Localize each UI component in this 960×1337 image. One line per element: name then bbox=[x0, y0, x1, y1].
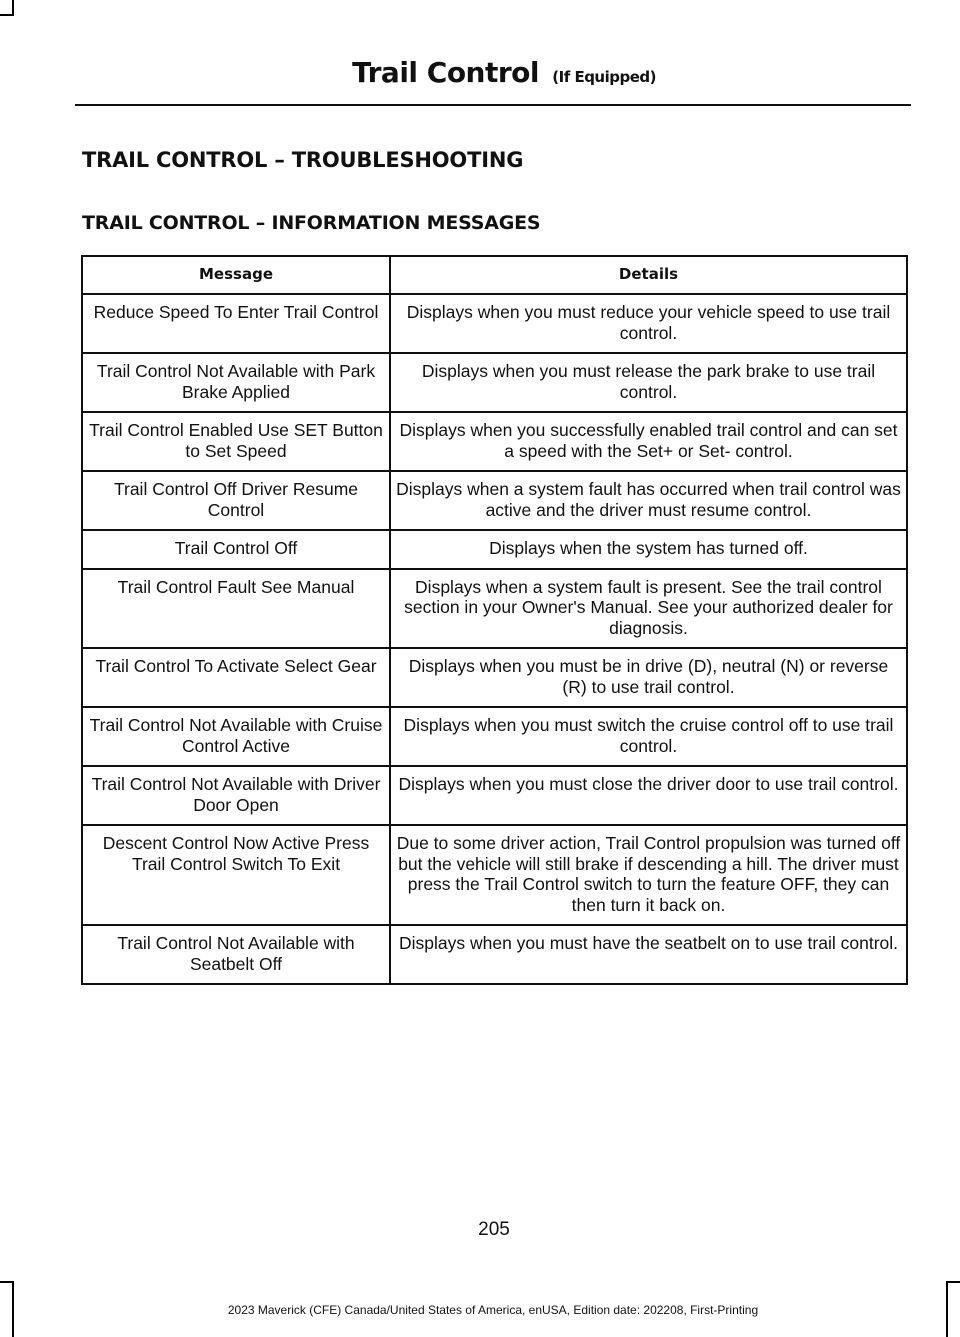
page-header-title bbox=[352, 56, 656, 89]
details-cell: Displays when the system has turned off. bbox=[390, 530, 907, 569]
header-title-text: Trail Control bbox=[352, 56, 540, 89]
details-cell: Displays when you successfully enabled trail control and can set a speed with the Set+ or Set- control. bbox=[390, 412, 907, 471]
details-cell: Displays when a system fault is present. See the trail control section in your Owner's Manual. See your authorized dealer for diagnosis. bbox=[390, 569, 907, 649]
header-divider bbox=[75, 104, 911, 106]
message-cell: Trail Control Off Driver Resume Control bbox=[82, 471, 390, 530]
table-header-row bbox=[82, 256, 907, 294]
table-row bbox=[82, 412, 907, 471]
subsection-title: TRAIL CONTROL – INFORMATION MESSAGES bbox=[82, 212, 541, 234]
table-row bbox=[82, 766, 907, 825]
message-cell: Trail Control Not Available with Park Brake Applied bbox=[82, 353, 390, 412]
details-cell: Displays when you must close the driver door to use trail control. bbox=[390, 766, 907, 825]
crop-mark-top-left bbox=[12, 0, 14, 14]
footer-edition-note: 2023 Maverick (CFE) Canada/United States of America, enUSA, Edition date: 202208, First-Printing bbox=[227, 1303, 759, 1317]
message-cell: Trail Control To Activate Select Gear bbox=[82, 648, 390, 707]
details-cell: Displays when a system fault has occurred when trail control was active and the driver must resume control. bbox=[390, 471, 907, 530]
message-cell: Trail Control Enabled Use SET Button to Set Speed bbox=[82, 412, 390, 471]
table-row bbox=[82, 471, 907, 530]
details-cell: Displays when you must be in drive (D), neutral (N) or reverse (R) to use trail control. bbox=[390, 648, 907, 707]
message-cell: Trail Control Not Available with Seatbelt Off bbox=[82, 925, 390, 984]
table-row bbox=[82, 648, 907, 707]
table-row bbox=[82, 569, 907, 649]
table-row bbox=[82, 707, 907, 766]
table-row bbox=[82, 294, 907, 353]
header-subtitle: (If Equipped) bbox=[552, 68, 656, 86]
column-header-message: Message bbox=[82, 256, 390, 294]
message-cell: Trail Control Not Available with Cruise Control Active bbox=[82, 707, 390, 766]
message-cell: Reduce Speed To Enter Trail Control bbox=[82, 294, 390, 353]
details-cell: Displays when you must reduce your vehicle speed to use trail control. bbox=[390, 294, 907, 353]
information-messages-table bbox=[81, 255, 908, 985]
table-row bbox=[82, 530, 907, 569]
page-number: 205 bbox=[478, 1219, 510, 1240]
crop-mark-bottom-right bbox=[946, 1281, 960, 1283]
table-row bbox=[82, 925, 907, 984]
message-cell: Trail Control Not Available with Driver Door Open bbox=[82, 766, 390, 825]
message-cell: Trail Control Fault See Manual bbox=[82, 569, 390, 649]
details-cell: Displays when you must have the seatbelt on to use trail control. bbox=[390, 925, 907, 984]
crop-mark-top-left bbox=[0, 14, 14, 16]
details-cell: Due to some driver action, Trail Control propulsion was turned off but the vehicle will still brake if descending a hill. The driver must press the Trail Control switch to turn the feature OFF, they can then turn it back on. bbox=[390, 825, 907, 925]
section-title: TRAIL CONTROL – TROUBLESHOOTING bbox=[82, 148, 524, 172]
message-cell: Descent Control Now Active Press Trail Control Switch To Exit bbox=[82, 825, 390, 925]
message-cell: Trail Control Off bbox=[82, 530, 390, 569]
table-row bbox=[82, 825, 907, 925]
details-cell: Displays when you must release the park brake to use trail control. bbox=[390, 353, 907, 412]
details-cell: Displays when you must switch the cruise control off to use trail control. bbox=[390, 707, 907, 766]
column-header-details: Details bbox=[390, 256, 907, 294]
table-row bbox=[82, 353, 907, 412]
